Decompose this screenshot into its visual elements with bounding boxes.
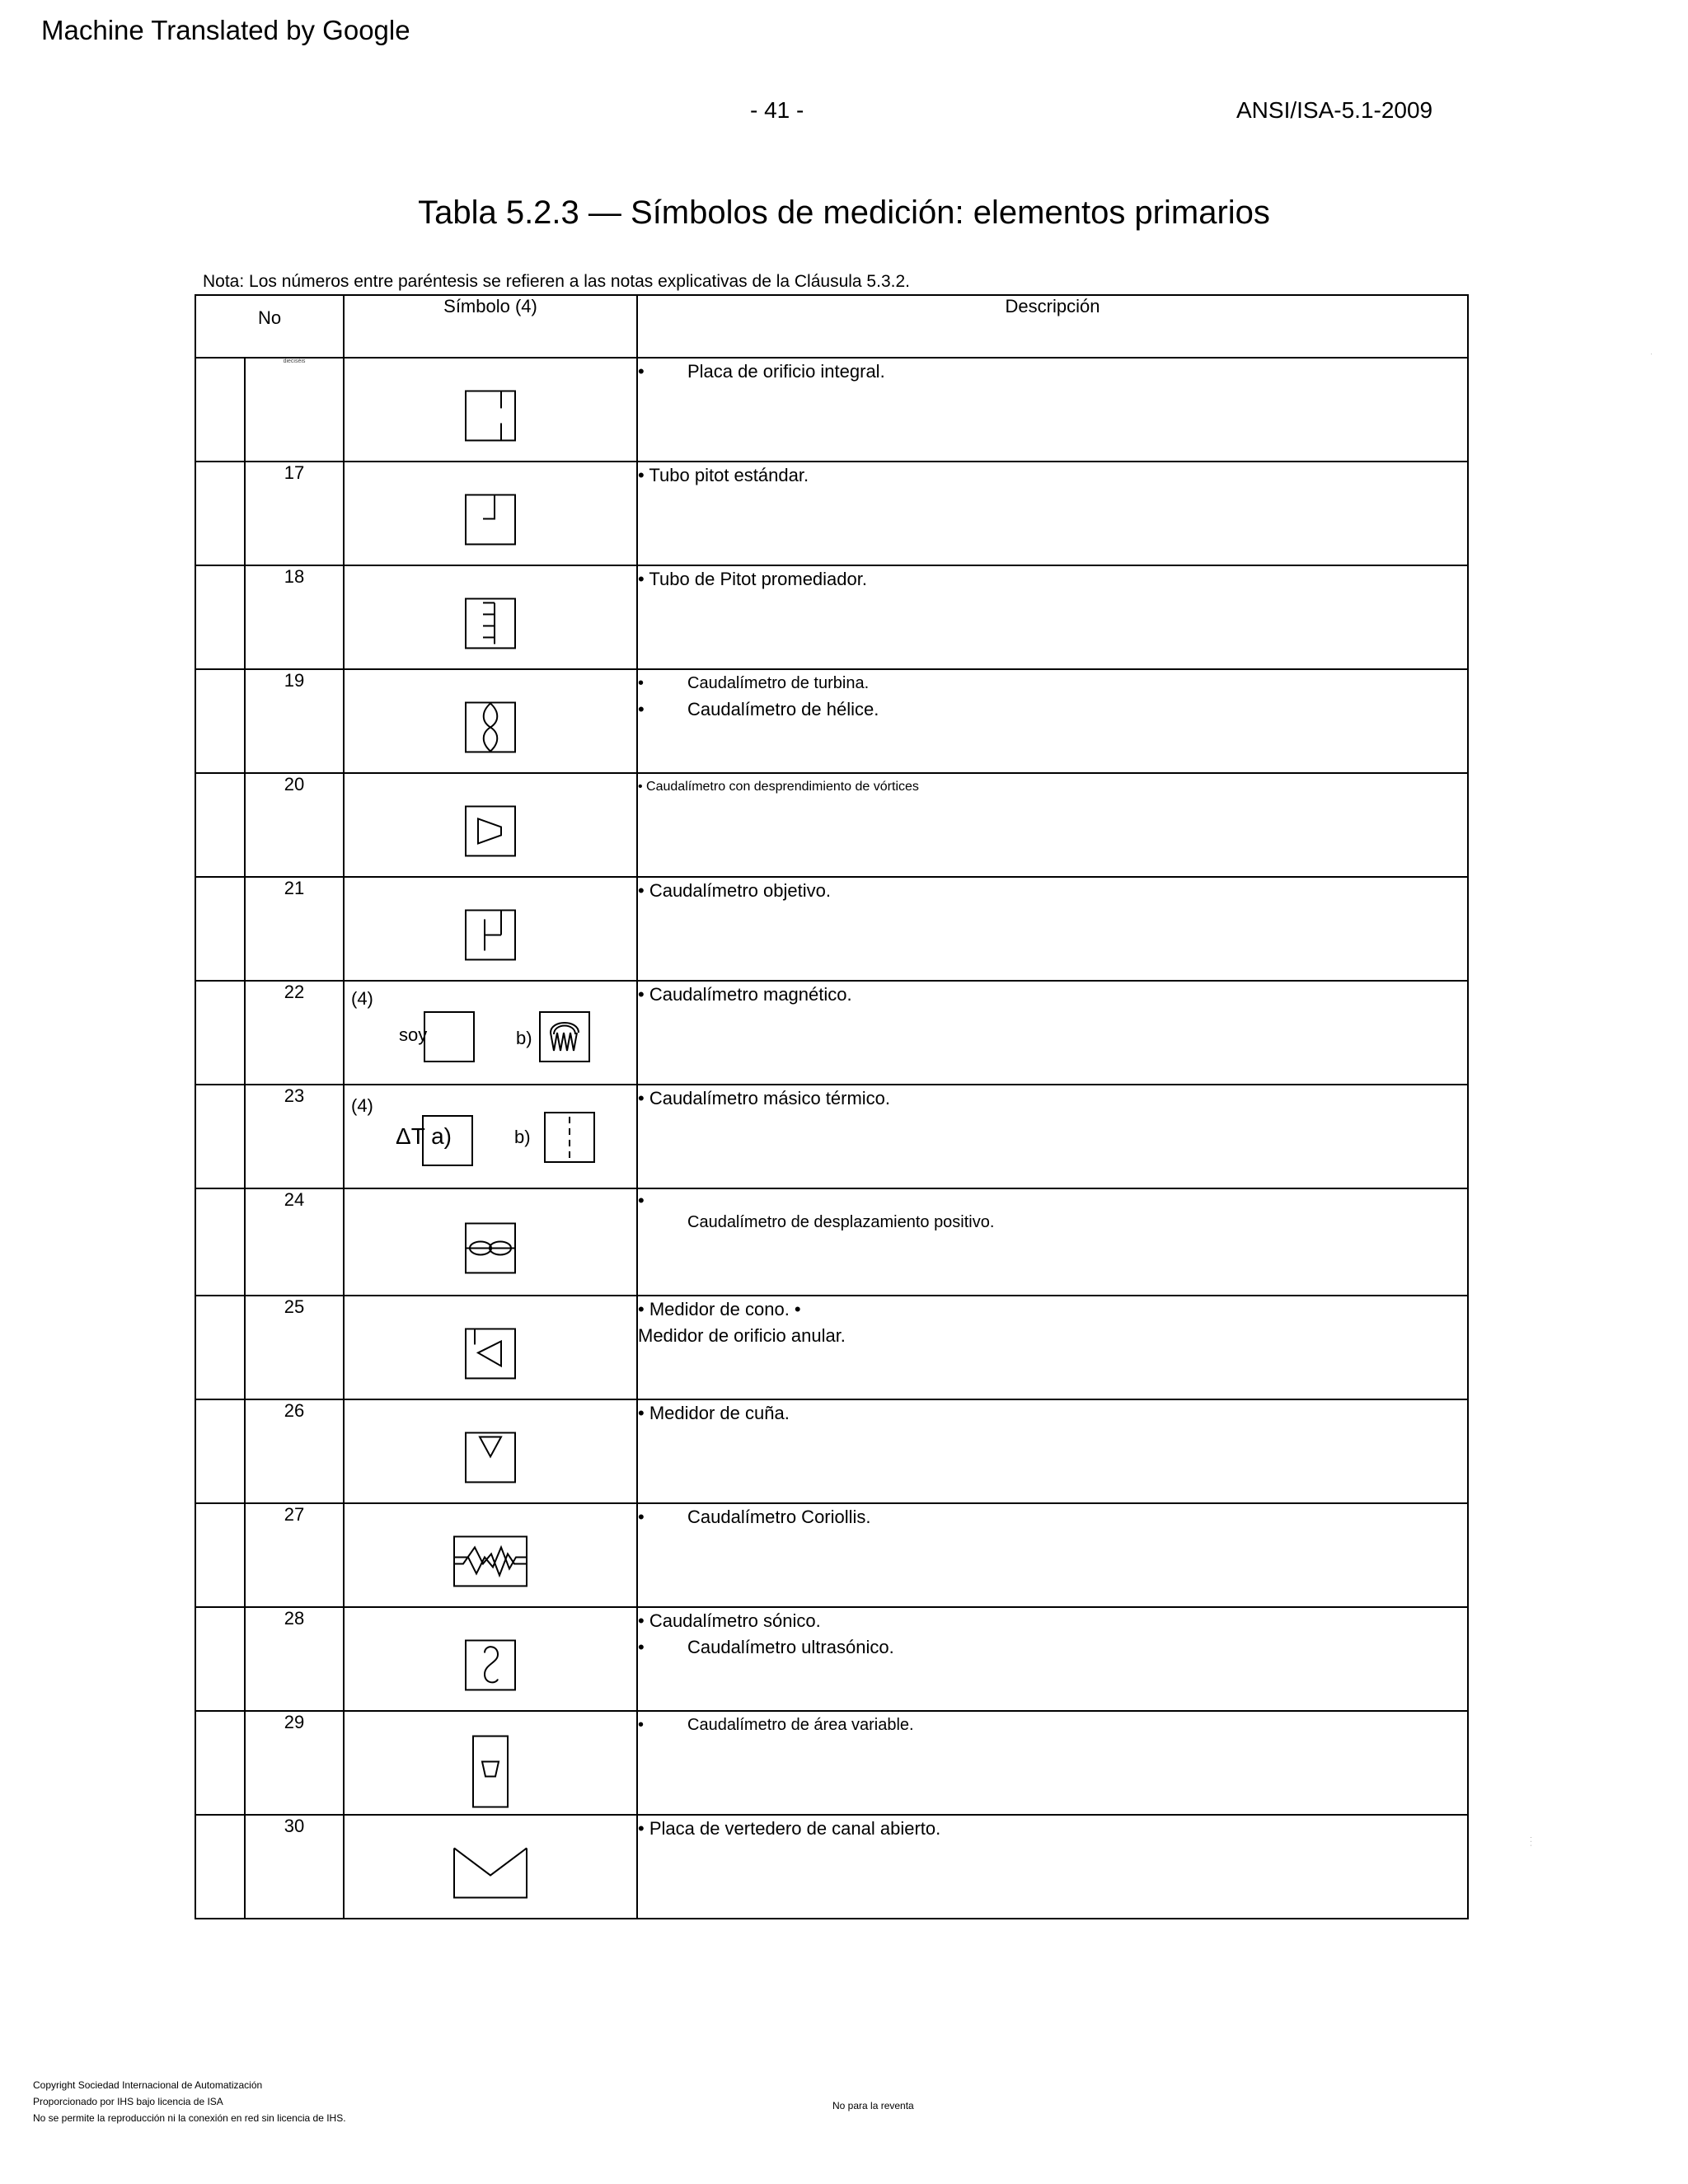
footer-provided-by: Proporcionado por IHS bajo licencia de ISA <box>33 2096 223 2107</box>
row-number: 30 <box>245 1815 344 1919</box>
row-number: 27 <box>245 1503 344 1607</box>
description-cell <box>637 1607 1468 1711</box>
table-row <box>195 1085 1468 1188</box>
description-cell <box>637 565 1468 669</box>
row-gutter <box>195 1085 245 1188</box>
table-row <box>195 1607 1468 1711</box>
symbol-cell <box>344 358 637 462</box>
row-number: 25 <box>245 1296 344 1399</box>
table-header-row <box>195 295 1468 358</box>
row-gutter <box>195 1296 245 1399</box>
row-number: 26 <box>245 1399 344 1503</box>
standard-pitot-tube-icon <box>465 494 516 545</box>
row-gutter <box>195 462 245 565</box>
description-text: Placa de orificio integral. <box>687 361 885 382</box>
symbol-cell <box>344 1503 637 1607</box>
coriolis-flowmeter-icon <box>453 1535 528 1586</box>
table-row <box>195 462 1468 565</box>
description-text: Caudalímetro Coriollis. <box>687 1507 871 1527</box>
footer-copyright-block <box>33 2077 346 2126</box>
column-header-symbol: Símbolo (4) <box>344 295 637 358</box>
standard-identifier: ANSI/ISA-5.1-2009 <box>1236 97 1433 123</box>
machine-translation-banner: Machine Translated by Google <box>41 15 410 45</box>
symbol-cell <box>344 1815 637 1919</box>
description-text: • Caudalímetro másico térmico. <box>638 1088 891 1108</box>
description-text: • Caudalímetro objetivo. <box>638 880 831 901</box>
table-row <box>195 358 1468 462</box>
row-number: 20 <box>245 773 344 877</box>
description-cell <box>637 1296 1468 1399</box>
description-cell <box>637 358 1468 462</box>
row-number: 17 <box>245 462 344 565</box>
margin-mark: · <box>1648 353 1654 355</box>
bullet: • <box>638 361 645 382</box>
row-number: 23 <box>245 1085 344 1188</box>
symbol-cell <box>344 877 637 981</box>
variant-b-label: b) <box>516 1028 532 1048</box>
turbine-flowmeter-icon <box>465 701 516 752</box>
description-cell <box>637 1188 1468 1296</box>
variant-a-label: ΔT a) <box>396 1123 452 1149</box>
sonic-flowmeter-icon <box>465 1639 516 1690</box>
description-text: • Caudalímetro sónico. <box>638 1610 821 1631</box>
description-text: • Tubo pitot estándar. <box>638 465 809 485</box>
description-text: • Caudalímetro con desprendimiento de vórtices <box>638 780 919 794</box>
row-number: dieciséis <box>245 358 344 462</box>
bullet: • <box>638 699 645 719</box>
description-text: • Caudalímetro magnético. <box>638 984 852 1005</box>
positive-displacement-flowmeter-icon <box>465 1222 516 1273</box>
description-text: • Placa de vertedero de canal abierto. <box>638 1818 941 1839</box>
variant-b-label: b) <box>514 1127 531 1147</box>
symbol-note: (4) <box>351 988 373 1009</box>
magnetic-flowmeter-icon <box>424 1011 475 1062</box>
bullet: • <box>638 1190 645 1211</box>
table-row <box>195 1815 1468 1919</box>
row-gutter <box>195 358 245 462</box>
table-row <box>195 1399 1468 1503</box>
variable-area-flowmeter-icon <box>472 1736 509 1808</box>
table-note: Nota: Los números entre paréntesis se refieren a las notas explicativas de la Cláusula 5.3.2. <box>203 272 910 291</box>
symbol-cell <box>344 1399 637 1503</box>
description-text: • Tubo de Pitot promediador. <box>638 569 867 589</box>
row-number: 29 <box>245 1711 344 1815</box>
row-number: 19 <box>245 669 344 773</box>
table-row <box>195 565 1468 669</box>
table-row <box>195 1503 1468 1607</box>
footer-restriction: No se permite la reproducción ni la conexión en red sin licencia de IHS. <box>33 2112 346 2124</box>
row-gutter <box>195 1815 245 1919</box>
magnetic-coil-flowmeter-icon <box>539 1011 590 1062</box>
symbol-cell <box>344 1188 637 1296</box>
table-row <box>195 1711 1468 1815</box>
description-cell <box>637 1085 1468 1188</box>
symbol-cell <box>344 773 637 877</box>
table-row <box>195 981 1468 1085</box>
description-text: Medidor de orificio anular. <box>638 1325 846 1346</box>
table-row <box>195 773 1468 877</box>
row-gutter <box>195 981 245 1085</box>
symbol-cell <box>344 1607 637 1711</box>
table-title: Tabla 5.2.3 — Símbolos de medición: elementos primarios <box>418 194 1270 231</box>
description-text: • Medidor de cuña. <box>638 1403 790 1423</box>
target-flowmeter-icon <box>465 909 516 960</box>
variant-a-label: soy <box>399 1024 428 1045</box>
bullet: • <box>638 674 645 692</box>
description-text: Caudalímetro de turbina. <box>687 674 870 692</box>
row-gutter <box>195 565 245 669</box>
row-gutter <box>195 1711 245 1815</box>
description-text: • Medidor de cono. • <box>638 1299 801 1319</box>
row-gutter <box>195 1503 245 1607</box>
table-row <box>195 877 1468 981</box>
symbol-cell <box>344 1711 637 1815</box>
row-number: 24 <box>245 1188 344 1296</box>
margin-mark: · · · <box>1527 1836 1535 1847</box>
description-cell <box>637 1711 1468 1815</box>
cone-meter-icon <box>465 1328 516 1379</box>
wedge-meter-icon <box>465 1432 516 1483</box>
description-cell <box>637 773 1468 877</box>
symbol-cell <box>344 565 637 669</box>
measurement-symbols-table <box>195 294 1469 1919</box>
row-number: 18 <box>245 565 344 669</box>
symbol-cell <box>344 981 637 1085</box>
description-cell <box>637 981 1468 1085</box>
table-row <box>195 669 1468 773</box>
vortex-shedding-flowmeter-icon <box>465 805 516 856</box>
bullet: • <box>638 1637 645 1657</box>
description-cell <box>637 1399 1468 1503</box>
symbol-cell <box>344 669 637 773</box>
column-header-description: Descripción <box>637 295 1468 358</box>
bullet: • <box>638 1507 645 1527</box>
column-header-no: No <box>195 295 344 358</box>
description-text: Caudalímetro de desplazamiento positivo. <box>687 1213 995 1231</box>
description-cell <box>637 462 1468 565</box>
open-channel-weir-icon <box>453 1847 528 1898</box>
row-number: 21 <box>245 877 344 981</box>
integral-orifice-plate-icon <box>465 390 516 441</box>
page-number: - 41 - <box>750 97 804 123</box>
bullet: • <box>638 1716 645 1734</box>
description-cell <box>637 1815 1468 1919</box>
symbol-cell <box>344 1085 637 1188</box>
thermal-probe-flowmeter-icon <box>544 1112 595 1163</box>
description-text: Caudalímetro ultrasónico. <box>687 1637 894 1657</box>
footer-copyright: Copyright Sociedad Internacional de Automatización <box>33 2079 263 2091</box>
row-number: 28 <box>245 1607 344 1711</box>
symbol-note: (4) <box>351 1095 373 1116</box>
row-number: 22 <box>245 981 344 1085</box>
description-text: Caudalímetro de hélice. <box>687 699 879 719</box>
row-gutter <box>195 1399 245 1503</box>
table-row <box>195 1296 1468 1399</box>
row-gutter <box>195 669 245 773</box>
row-gutter <box>195 1607 245 1711</box>
symbol-cell <box>344 462 637 565</box>
table-row <box>195 1188 1468 1296</box>
description-cell <box>637 669 1468 773</box>
description-cell <box>637 1503 1468 1607</box>
footer-resale-note: No para la reventa <box>832 2100 914 2111</box>
row-gutter <box>195 1188 245 1296</box>
averaging-pitot-tube-icon <box>465 598 516 649</box>
row-gutter <box>195 877 245 981</box>
description-text: Caudalímetro de área variable. <box>687 1716 914 1734</box>
description-cell <box>637 877 1468 981</box>
row-gutter <box>195 773 245 877</box>
symbol-cell <box>344 1296 637 1399</box>
